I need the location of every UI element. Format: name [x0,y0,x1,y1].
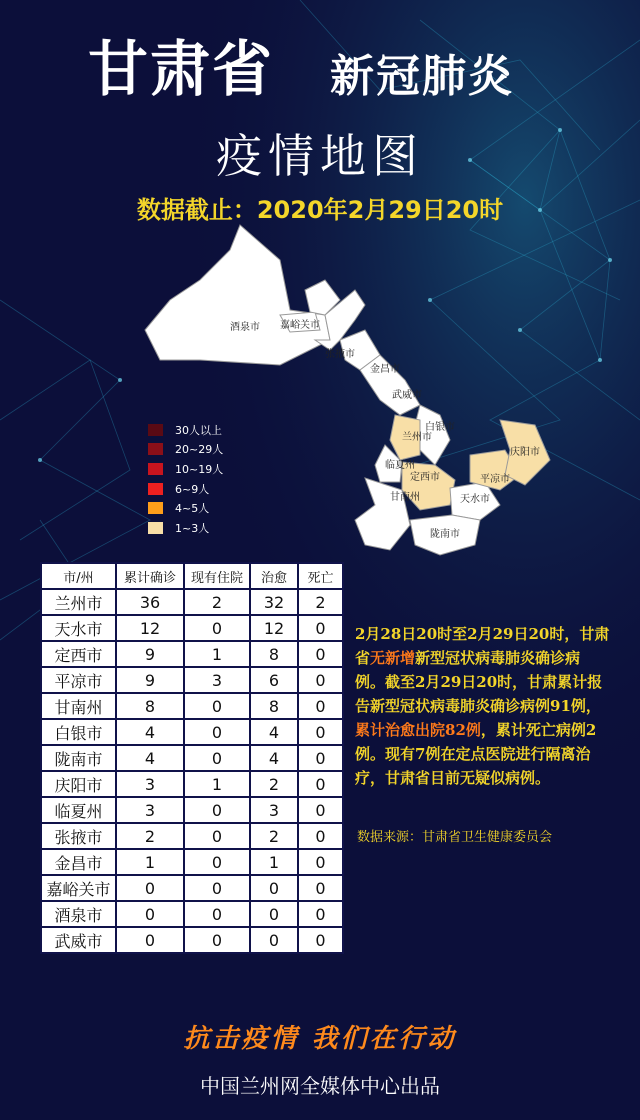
value-cell: 0 [184,745,250,771]
legend-swatch [148,424,163,436]
value-cell: 8 [250,641,298,667]
highlight-cured: 累计治愈出院82例 [355,721,481,739]
value-cell: 0 [184,719,250,745]
city-cell: 甘南州 [41,693,116,719]
value-cell: 2 [250,771,298,797]
page-subtitle: 疫情地图 [216,129,424,183]
value-cell: 12 [116,615,184,641]
table-row [41,927,343,953]
value-cell: 0 [184,849,250,875]
slogan: 抗击疫情 我们在行动 [183,1024,457,1054]
value-cell: 0 [298,849,343,875]
value-cell: 0 [250,901,298,927]
legend-item: 4~5人 [148,498,223,518]
table-row [41,849,343,875]
value-cell: 2 [250,823,298,849]
map-label-wuwei: 武威市 [392,390,422,401]
value-cell: 36 [116,589,184,615]
map-label-pingliang: 平凉市 [480,474,510,485]
value-cell: 0 [184,693,250,719]
value-cell: 6 [250,667,298,693]
value-cell: 9 [116,667,184,693]
value-cell: 0 [298,667,343,693]
value-cell: 0 [298,771,343,797]
city-cell: 白银市 [41,719,116,745]
city-cell: 酒泉市 [41,901,116,927]
col-header-hospitalized: 现有住院 [184,563,250,589]
value-cell: 0 [116,901,184,927]
city-cell: 定西市 [41,641,116,667]
map-label-gannan: 甘南州 [390,492,420,503]
value-cell: 1 [184,771,250,797]
footer-credit: 中国兰州网全媒体中心出品 [200,1074,440,1098]
value-cell: 0 [116,875,184,901]
value-cell: 2 [298,589,343,615]
value-cell: 0 [184,875,250,901]
col-header-deaths: 死亡 [298,563,343,589]
city-cell: 庆阳市 [41,771,116,797]
col-header-city: 市/州 [41,563,116,589]
value-cell: 0 [298,823,343,849]
map-label-jinchang: 金昌市 [370,364,400,375]
map-label-jiuquan: 酒泉市 [230,322,260,333]
value-cell: 3 [250,797,298,823]
value-cell: 0 [298,745,343,771]
map-label-linxia: 临夏州 [385,460,415,471]
value-cell: 3 [116,771,184,797]
value-cell: 0 [298,693,343,719]
table-row [41,823,343,849]
legend-item: 1~3人 [148,518,223,538]
value-cell: 0 [298,797,343,823]
city-cell: 张掖市 [41,823,116,849]
city-cell: 平凉市 [41,667,116,693]
value-cell: 4 [116,719,184,745]
map-label-jiayuguan: 嘉峪关市 [280,320,320,331]
city-cell: 陇南市 [41,745,116,771]
data-source: 数据来源：甘肃省卫生健康委员会 [357,830,553,845]
table-row [41,875,343,901]
table-row [41,797,343,823]
value-cell: 4 [116,745,184,771]
summary-text: 2月28日20时至2月29日20时，甘肃省无新增新型冠状病毒肺炎确诊病例。截至2月29日20时，甘肃累计报告新型冠状病毒肺炎确诊病例91例，累计治愈出院82例，累计死亡病例2例。现有7例在定点医院进行隔离治疗，甘肃省目前无疑似病例。 [355,625,610,787]
value-cell: 32 [250,589,298,615]
table-row [41,745,343,771]
value-cell: 1 [116,849,184,875]
value-cell: 8 [116,693,184,719]
value-cell: 9 [116,641,184,667]
legend-swatch [148,522,163,534]
value-cell: 1 [250,849,298,875]
col-header-cured: 治愈 [250,563,298,589]
map-label-qingyang: 庆阳市 [510,447,540,458]
legend-swatch [148,502,163,514]
city-cell: 临夏州 [41,797,116,823]
value-cell: 0 [250,875,298,901]
table-row [41,589,343,615]
legend-swatch [148,443,163,455]
city-cell: 金昌市 [41,849,116,875]
legend-item: 20~29人 [148,440,223,460]
value-cell: 3 [184,667,250,693]
legend-item: 10~19人 [148,459,223,479]
legend-swatch [148,463,163,475]
city-cell: 武威市 [41,927,116,953]
table-row [41,615,343,641]
title-main: 甘肃省 [88,35,274,105]
region-jiuquan [145,225,330,365]
case-table [40,562,344,954]
highlight-no-new: 无新增 [370,649,416,667]
value-cell: 1 [184,641,250,667]
value-cell: 2 [184,589,250,615]
table-row [41,693,343,719]
table-row [41,771,343,797]
col-header-confirmed: 累计确诊 [116,563,184,589]
value-cell: 3 [116,797,184,823]
map-label-tianshui: 天水市 [460,494,490,505]
value-cell: 8 [250,693,298,719]
value-cell: 0 [116,927,184,953]
map-legend [148,420,223,538]
value-cell: 0 [298,615,343,641]
map-label-zhangye: 张掖市 [325,349,355,360]
table-row [41,719,343,745]
value-cell: 0 [184,823,250,849]
value-cell: 12 [250,615,298,641]
table-row [41,901,343,927]
title-sub: 新冠肺炎 [330,51,514,102]
map-label-longnan: 陇南市 [430,529,460,540]
map-label-dingxi: 定西市 [410,472,440,483]
value-cell: 0 [184,927,250,953]
value-cell: 0 [298,901,343,927]
value-cell: 0 [184,615,250,641]
data-cutoff-date: 数据截止：2020年2月29日20时 [136,196,504,224]
legend-swatch [148,483,163,495]
value-cell: 0 [250,927,298,953]
city-cell: 兰州市 [41,589,116,615]
legend-item: 6~9人 [148,479,223,499]
value-cell: 4 [250,719,298,745]
city-cell: 嘉峪关市 [41,875,116,901]
table-header-row [41,563,343,589]
legend-item: 30人以上 [148,420,223,440]
value-cell: 0 [298,641,343,667]
value-cell: 0 [298,719,343,745]
map-label-baiyin: 白银市 [425,422,455,433]
value-cell: 0 [298,927,343,953]
value-cell: 4 [250,745,298,771]
table-row [41,641,343,667]
table-row [41,667,343,693]
city-cell: 天水市 [41,615,116,641]
value-cell: 0 [298,875,343,901]
map-label-lanzhou: 兰州市 [402,432,432,443]
value-cell: 2 [116,823,184,849]
value-cell: 0 [184,901,250,927]
value-cell: 0 [184,797,250,823]
